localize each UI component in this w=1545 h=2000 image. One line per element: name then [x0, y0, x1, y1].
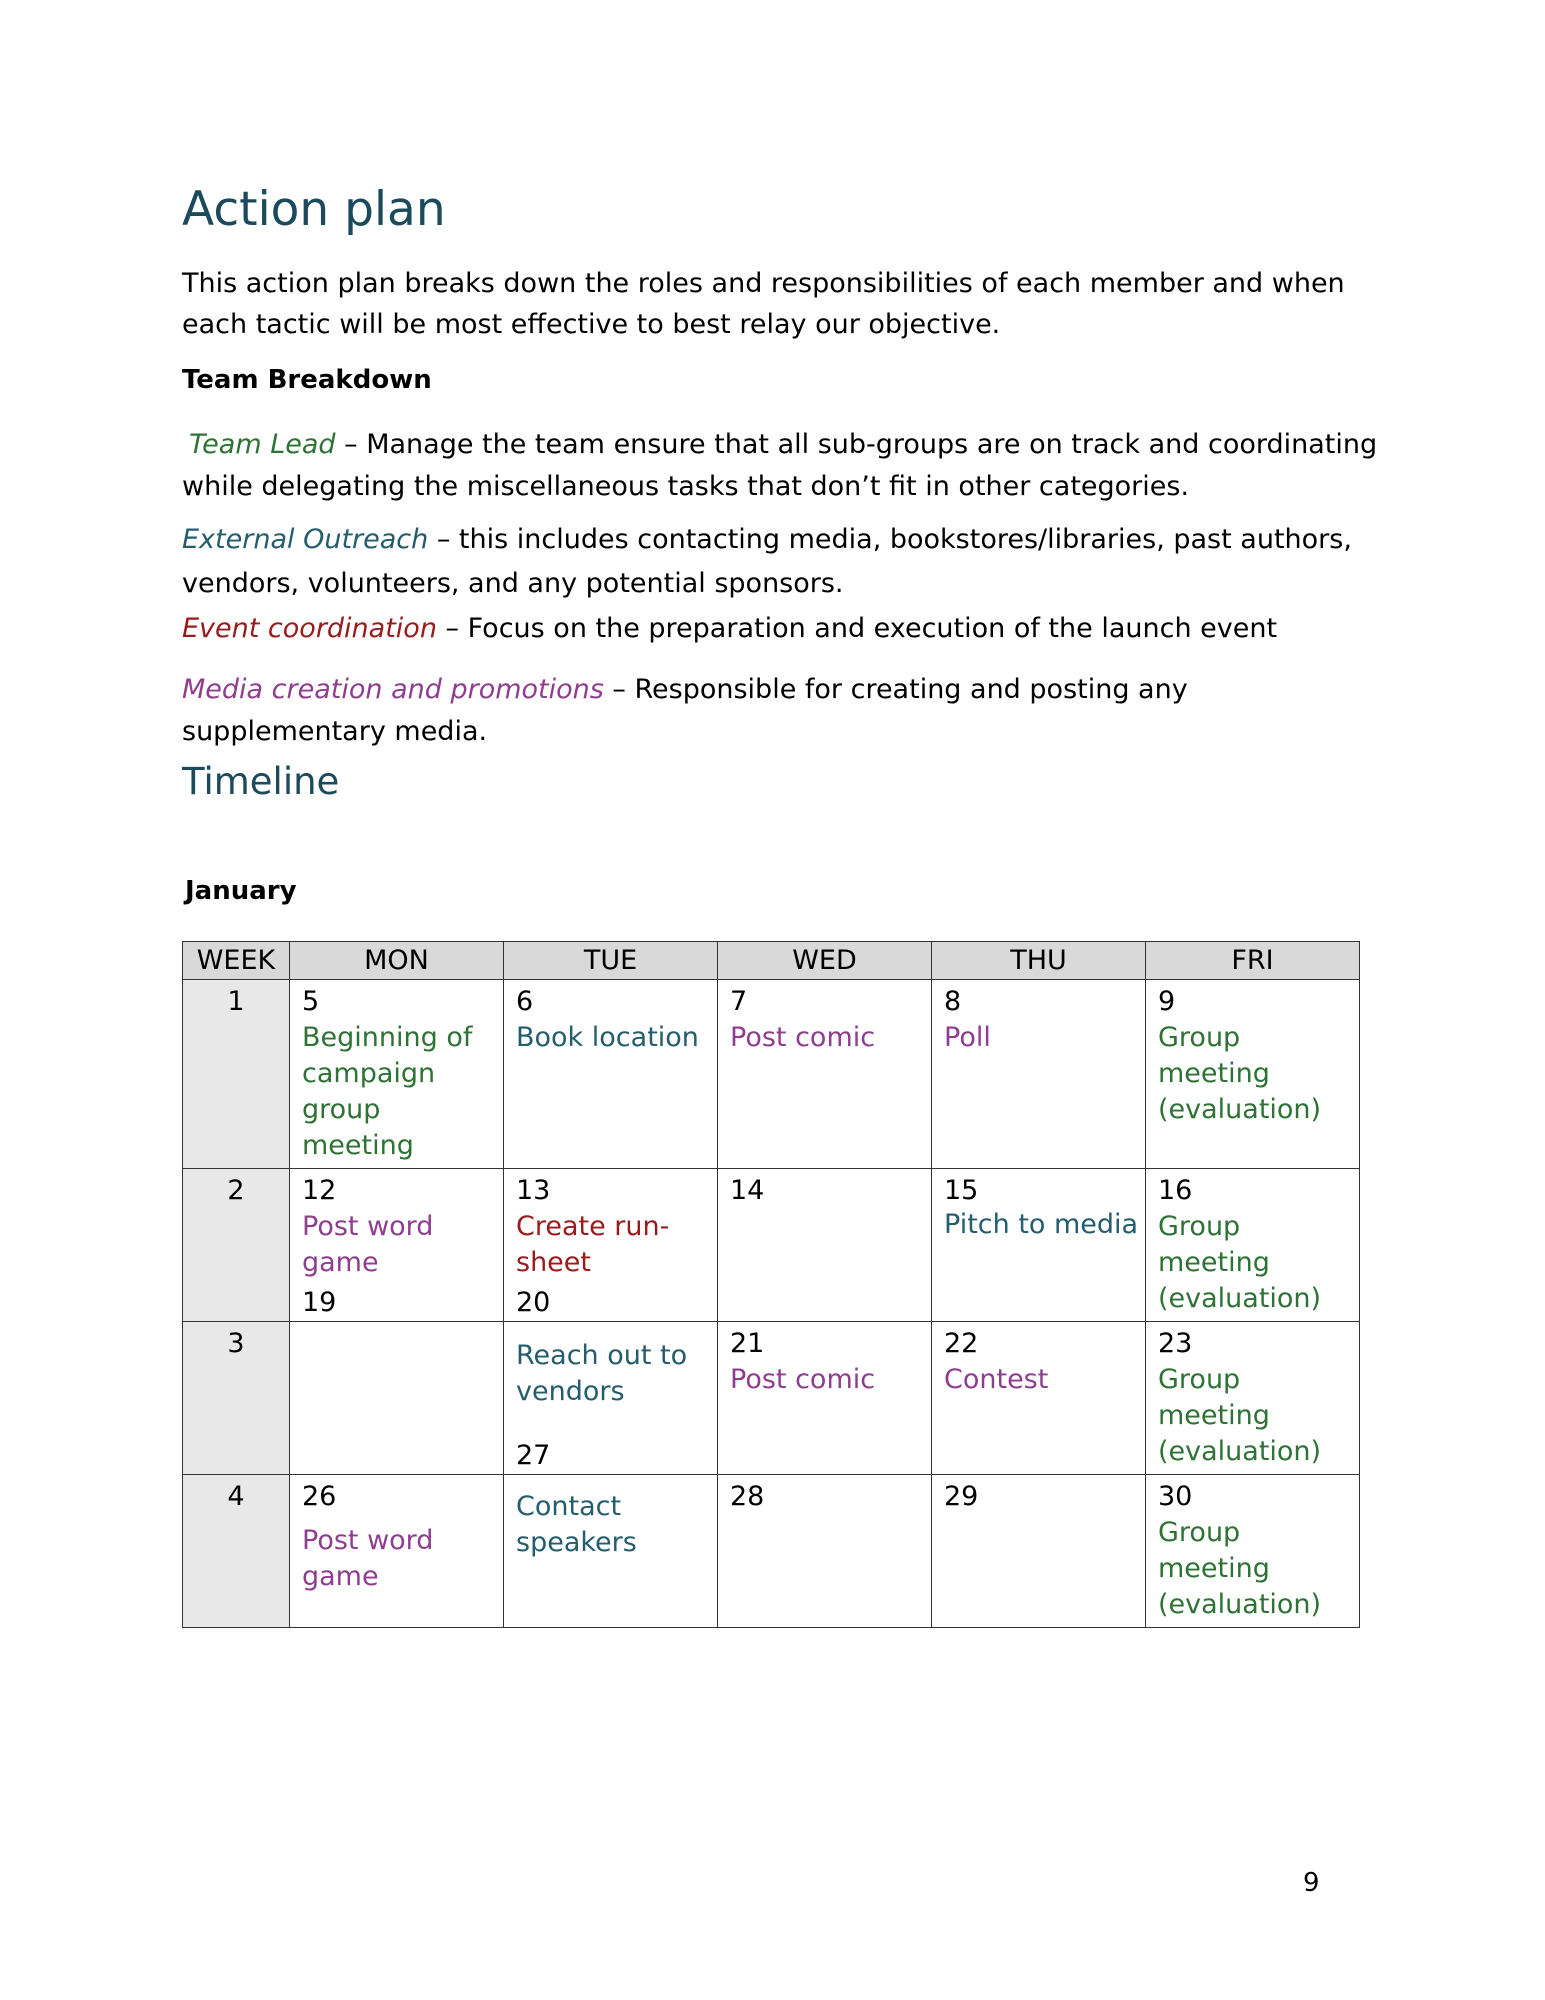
role-event-coordination [182, 608, 1382, 650]
role-team-lead [182, 424, 1382, 508]
day-number: 6 [516, 986, 534, 1017]
day-number: 7 [730, 986, 748, 1017]
day-cell [290, 1169, 504, 1322]
table-row [183, 1322, 1360, 1475]
table-row [183, 1169, 1360, 1322]
week-number: 2 [183, 1169, 290, 1322]
header-mon: MON [290, 942, 504, 980]
page-title: Action plan [182, 182, 446, 237]
role-name: Media creation and promotions [182, 674, 604, 705]
header-tue: TUE [504, 942, 718, 980]
event-label: Contact speakers [516, 1491, 637, 1558]
event-label: Group meeting (evaluation) [1158, 1211, 1322, 1314]
role-name: Team Lead [189, 429, 336, 460]
event-label: Reach out to vendors [516, 1340, 688, 1407]
header-fri: FRI [1146, 942, 1360, 980]
event-label: Poll [944, 1022, 991, 1053]
event-label: Post word game [302, 1211, 434, 1278]
role-desc: – Manage the team ensure that all sub-groups are on track and coordinating while delegating the miscellaneous tasks that don’t fit in other categories. [182, 429, 1378, 502]
day-number: 23 [1158, 1328, 1193, 1359]
day-cell [1146, 980, 1360, 1169]
day-number: 15 [944, 1175, 979, 1206]
event-label: Group meeting (evaluation) [1158, 1364, 1322, 1467]
day-cell [504, 1475, 718, 1628]
day-cell [932, 1169, 1146, 1322]
role-name: Event coordination [182, 613, 437, 644]
day-number: 8 [944, 986, 962, 1017]
header-week: WEEK [183, 942, 290, 980]
month-label: January [185, 876, 297, 906]
calendar-table [182, 941, 1360, 1628]
day-number: 19 [302, 1287, 337, 1318]
week-number: 1 [183, 980, 290, 1169]
header-wed: WED [718, 942, 932, 980]
day-cell [932, 980, 1146, 1169]
event-label: Pitch to media [944, 1209, 1139, 1240]
team-breakdown-heading: Team Breakdown [182, 365, 432, 395]
day-number: 20 [516, 1287, 551, 1318]
day-cell [932, 1322, 1146, 1475]
day-number: 14 [730, 1175, 765, 1206]
timeline-heading: Timeline [182, 760, 340, 803]
day-cell [718, 1322, 932, 1475]
role-external-outreach [182, 518, 1382, 606]
day-cell [290, 1475, 504, 1628]
page-number: 9 [1303, 1868, 1320, 1898]
event-label: Beginning of campaign group meeting [302, 1022, 473, 1161]
day-cell [504, 980, 718, 1169]
day-cell [932, 1475, 1146, 1628]
day-cell [1146, 1322, 1360, 1475]
event-label: Contest [944, 1364, 1049, 1395]
event-label: Create run-sheet [516, 1211, 670, 1278]
day-number: 30 [1158, 1481, 1193, 1512]
intro-paragraph: This action plan breaks down the roles and responsibilities of each member and when each tactic will be most effective to best relay our objective. [182, 268, 1345, 340]
day-cell [504, 1322, 718, 1475]
day-number: 29 [944, 1481, 979, 1512]
role-name: External Outreach [182, 524, 429, 555]
day-cell [718, 980, 932, 1169]
day-cell [718, 1169, 932, 1322]
calendar-header-row [183, 942, 1360, 980]
day-number: 21 [730, 1328, 765, 1359]
day-cell [290, 980, 504, 1169]
day-cell [1146, 1169, 1360, 1322]
table-row [183, 1475, 1360, 1628]
week-number: 3 [183, 1322, 290, 1475]
event-label: Post comic [730, 1364, 876, 1395]
event-label: Group meeting (evaluation) [1158, 1517, 1322, 1620]
day-cell [1146, 1475, 1360, 1628]
day-number: 12 [302, 1175, 337, 1206]
day-cell [290, 1322, 504, 1475]
event-label: Book location [516, 1022, 699, 1053]
day-number: 27 [516, 1440, 551, 1471]
day-number: 13 [516, 1175, 551, 1206]
day-cell [718, 1475, 932, 1628]
day-number: 28 [730, 1481, 765, 1512]
role-desc: – Focus on the preparation and execution of the launch event [436, 613, 1278, 644]
header-thu: THU [932, 942, 1146, 980]
role-media-creation [182, 669, 1382, 753]
day-cell [504, 1169, 718, 1322]
event-label: Group meeting (evaluation) [1158, 1022, 1322, 1125]
event-label: Post comic [730, 1022, 876, 1053]
week-number: 4 [183, 1475, 290, 1628]
table-row [183, 980, 1360, 1169]
day-number: 9 [1158, 986, 1176, 1017]
day-number: 16 [1158, 1175, 1193, 1206]
event-label: Post word game [302, 1525, 434, 1592]
day-number: 5 [302, 986, 320, 1017]
role-desc: – this includes contacting media, bookstores/libraries, past authors, vendors, volunteers, and any potential sponsors. [182, 524, 1352, 599]
day-number: 22 [944, 1328, 979, 1359]
role-desc: – Responsible for creating and posting any supplementary media. [182, 674, 1188, 747]
day-number: 26 [302, 1481, 337, 1512]
